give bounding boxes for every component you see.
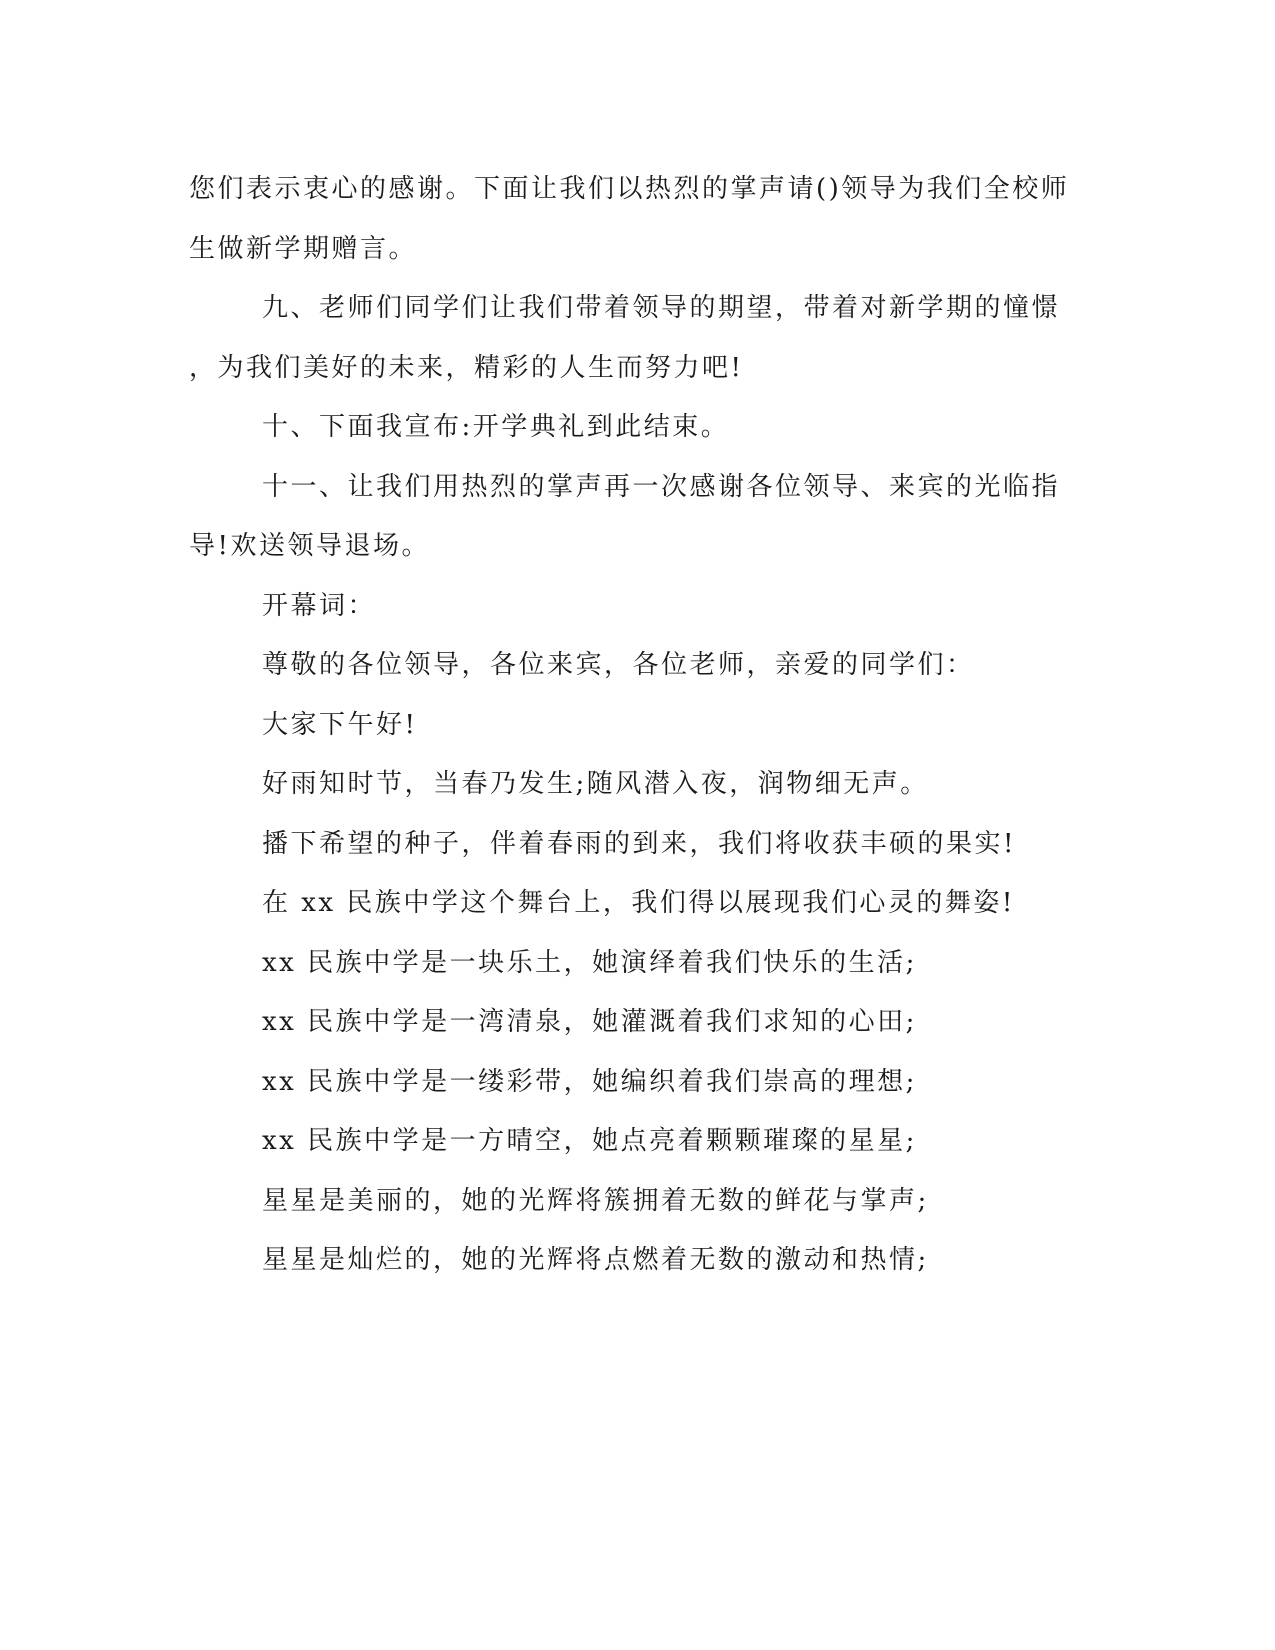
paragraph	[189, 160, 1069, 279]
paragraph	[189, 1172, 1069, 1232]
text-line: 在 xx 民族中学这个舞台上，我们得以展现我们心灵的舞姿!	[262, 888, 1015, 918]
paragraph	[189, 458, 1069, 577]
text-line: xx 民族中学是一块乐土，她演绎着我们快乐的生活;	[262, 947, 917, 978]
text-line: 尊敬的各位领导，各位来宾，各位老师，亲爱的同学们：	[262, 650, 975, 680]
text-line: xx 民族中学是一方晴空，她点亮着颗颗璀璨的星星;	[262, 1126, 917, 1156]
text-line: 导!欢送领导退场。	[189, 531, 430, 561]
paragraph	[189, 993, 1069, 1053]
paragraph	[189, 1053, 1069, 1113]
text-line: xx 民族中学是一缕彩带，她编织着我们崇高的理想;	[262, 1066, 917, 1097]
document-body	[189, 160, 1069, 1291]
text-line: 开幕词：	[262, 590, 377, 621]
text-line: ，为我们美好的未来，精彩的人生而努力吧!	[189, 352, 744, 383]
text-line: 星星是灿烂的，她的光辉将点燃着无数的激动和热情;	[262, 1245, 929, 1275]
paragraph	[189, 874, 1069, 934]
text-line: 十一、让我们用热烈的掌声再一次感谢各位领导、来宾的光临指	[262, 471, 1061, 502]
paragraph	[189, 279, 1069, 398]
paragraph	[189, 755, 1069, 815]
text-line: 大家下午好!	[262, 709, 418, 740]
text-line: xx 民族中学是一湾清泉，她灌溉着我们求知的心田;	[262, 1007, 917, 1037]
text-line: 好雨知时节，当春乃发生;随风潜入夜，润物细无声。	[262, 769, 929, 799]
paragraph	[189, 1112, 1069, 1172]
text-line: 生做新学期赠言。	[189, 233, 418, 264]
text-line: 九、老师们同学们让我们带着领导的期望，带着对新学期的憧憬	[262, 293, 1061, 323]
text-line: 星星是美丽的，她的光辉将簇拥着无数的鲜花与掌声;	[262, 1185, 929, 1216]
text-line: 十、下面我宣布:开学典礼到此结束。	[262, 412, 730, 442]
paragraph	[189, 815, 1069, 875]
paragraph	[189, 696, 1069, 756]
paragraph	[189, 636, 1069, 696]
text-line: 播下希望的种子，伴着春雨的到来，我们将收获丰硕的果实!	[262, 828, 1016, 859]
paragraph	[189, 1231, 1069, 1291]
paragraph	[189, 934, 1069, 994]
text-line: 您们表示衷心的感谢。下面让我们以热烈的掌声请()领导为我们全校师	[189, 174, 1070, 204]
section-heading	[189, 577, 1069, 637]
paragraph	[189, 398, 1069, 458]
